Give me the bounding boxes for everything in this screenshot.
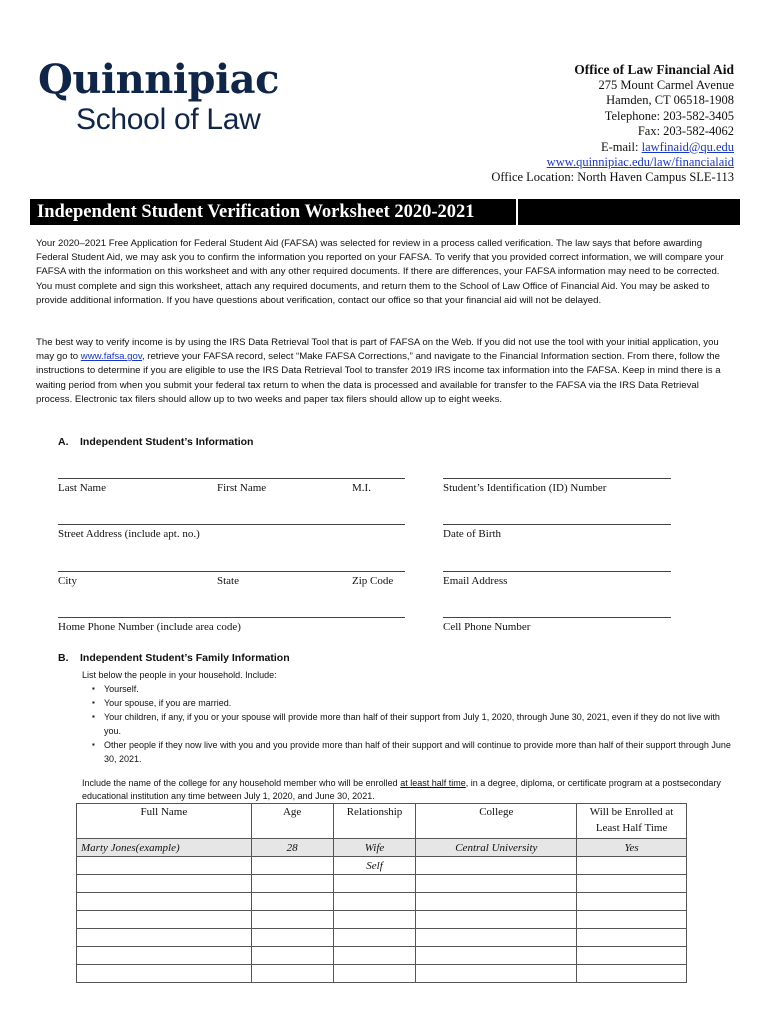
table-cell[interactable] xyxy=(333,929,416,947)
date-of-birth-line[interactable] xyxy=(443,524,671,525)
table-cell[interactable] xyxy=(251,875,333,893)
section-b-heading: B. Independent Student’s Family Information xyxy=(58,652,290,664)
table-cell[interactable] xyxy=(577,875,687,893)
cell-phone-line[interactable] xyxy=(443,617,671,618)
table-row xyxy=(77,947,687,965)
table-row xyxy=(77,893,687,911)
mi-label: M.I. xyxy=(352,482,371,494)
office-location: Office Location: North Haven Campus SLE-113 xyxy=(491,170,734,185)
table-cell[interactable] xyxy=(333,893,416,911)
table-cell[interactable] xyxy=(577,965,687,983)
table-cell[interactable] xyxy=(251,893,333,911)
example-name: Marty Jones(example) xyxy=(77,839,252,857)
table-cell[interactable] xyxy=(251,947,333,965)
section-a-heading: A. Independent Student’s Information xyxy=(58,436,254,448)
logo-name: Quinnipiac xyxy=(38,56,279,103)
table-row xyxy=(77,965,687,983)
table-cell[interactable] xyxy=(77,911,252,929)
table-cell[interactable] xyxy=(77,947,252,965)
col-college: College xyxy=(416,804,577,839)
col-relationship: Relationship xyxy=(333,804,416,839)
first-name-label: First Name xyxy=(217,482,267,494)
household-table-header xyxy=(77,804,687,839)
city-label: City xyxy=(58,575,77,587)
table-cell[interactable] xyxy=(577,929,687,947)
table-cell[interactable] xyxy=(577,947,687,965)
include-college-instructions: Include the name of the college for any household member who will be enrolled at least half time, in a degree, diploma, or certificate program at a postsecondary educational institution any time between July 1, 2020, and June 30, 2021. xyxy=(82,778,721,801)
city-state-zip-line[interactable] xyxy=(58,571,405,572)
table-cell[interactable] xyxy=(416,965,577,983)
table-cell[interactable] xyxy=(77,929,252,947)
office-city: Hamden, CT 06518-1908 xyxy=(606,93,734,108)
table-cell[interactable] xyxy=(577,857,687,875)
table-cell[interactable] xyxy=(333,875,416,893)
worksheet-title: Independent Student Verification Worksheet 2020-2021 xyxy=(37,202,475,222)
table-row xyxy=(77,875,687,893)
table-cell[interactable] xyxy=(577,911,687,929)
state-label: State xyxy=(217,575,239,587)
household-list xyxy=(82,668,732,766)
street-address-line[interactable] xyxy=(58,524,405,525)
list-item: ▪ Other people if they now live with you and you provide more than half of their support and will continue to provide more than half of their support through June 30, 2021. xyxy=(104,738,732,766)
table-cell[interactable] xyxy=(416,893,577,911)
school-logo xyxy=(38,58,288,138)
office-fax: Fax: 203-582-4062 xyxy=(637,124,734,139)
table-cell[interactable] xyxy=(77,875,252,893)
last-name-label: Last Name xyxy=(58,482,106,494)
example-age: 28 xyxy=(251,839,333,857)
table-cell[interactable] xyxy=(77,965,252,983)
home-phone-line[interactable] xyxy=(58,617,405,618)
list-item: ▪ Your spouse, if you are married. xyxy=(104,696,732,710)
email-address-label: Email Address xyxy=(443,575,508,587)
zip-code-label: Zip Code xyxy=(352,575,394,587)
office-website-line xyxy=(491,155,734,170)
table-cell[interactable] xyxy=(416,857,577,875)
household-table xyxy=(76,803,687,983)
table-cell[interactable]: Self xyxy=(333,857,416,875)
office-contact-block xyxy=(491,62,734,186)
office-name: Office of Law Financial Aid xyxy=(574,62,734,77)
street-address-label: Street Address (include apt. no.) xyxy=(58,528,200,540)
table-cell[interactable] xyxy=(577,893,687,911)
table-row xyxy=(77,929,687,947)
title-bar-block xyxy=(516,199,740,225)
list-item: ▪ Your children, if any, if you or your spouse will provide more than half of their support from July 1, 2020, through June 30, 2021, even if they do not live with you. xyxy=(104,710,732,738)
table-cell[interactable] xyxy=(251,929,333,947)
table-cell[interactable] xyxy=(416,911,577,929)
table-cell[interactable] xyxy=(333,911,416,929)
example-college: Central University xyxy=(416,839,577,857)
table-cell[interactable] xyxy=(77,893,252,911)
col-enrolled-half-time: Will be Enrolled at Least Half Time xyxy=(577,804,687,839)
intro-paragraph-1: Your 2020–2021 Free Application for Federal Student Aid (FAFSA) was selected for review in a process called verification. The law says that before awarding Federal Student Aid, we may ask you to confirm the information you reported on your FAFSA. To verify that you provided correct information, we will compare your FAFSA with the information on this worksheet and with any other required documents. If there are differences, your FAFSA information may need to be corrected. You must complete and sign this worksheet, attach any required documents, and return them to the School of Law Office of Financial Aid. You may be asked to provide additional information. If you have questions about verification, contact our office so that your financial aid will not be delayed. xyxy=(36,238,724,306)
office-website-link[interactable]: www.quinnipiac.edu/law/financialaid xyxy=(546,155,734,170)
col-age: Age xyxy=(251,804,333,839)
student-id-label: Student’s Identification (ID) Number xyxy=(443,482,607,494)
table-cell[interactable] xyxy=(416,947,577,965)
table-cell[interactable] xyxy=(251,911,333,929)
table-row xyxy=(77,857,687,875)
example-relationship: Wife xyxy=(333,839,416,857)
home-phone-label: Home Phone Number (include area code) xyxy=(58,621,241,633)
email-address-line[interactable] xyxy=(443,571,671,572)
office-email-line: E-mail: lawfinaid@qu.edu xyxy=(600,139,734,154)
office-address: 275 Mount Carmel Avenue xyxy=(598,78,734,92)
fafsa-link[interactable]: www.fafsa.gov xyxy=(80,351,142,363)
table-cell[interactable] xyxy=(333,947,416,965)
table-cell[interactable] xyxy=(251,857,333,875)
student-id-line[interactable] xyxy=(443,478,671,479)
office-telephone: Telephone: 203-582-3405 xyxy=(604,108,734,123)
list-item: ▪ Yourself. xyxy=(104,682,732,696)
household-list-intro: List below the people in your household. Include: xyxy=(82,670,277,680)
table-row xyxy=(77,911,687,929)
col-full-name: Full Name xyxy=(77,804,252,839)
office-email-link[interactable]: lawfinaid@qu.edu xyxy=(641,139,734,154)
table-cell[interactable] xyxy=(416,875,577,893)
intro-paragraph-2: The best way to verify income is by using the IRS Data Retrieval Tool that is part of FAFSA on the Web. If you did not use the tool with your initial application, you may go to www.fafsa.gov, retrieve your FAFSA record, select “Make FAFSA Corrections,” and navigate to the Financial Information section. From there, follow the instructions to determine if you are eligible to use the IRS Data Retrieval Tool to transfer 2019 IRS income tax information into the FAFSA. Keep in mind there is a waiting period from when you submit your federal tax return to when the data is processed and available for transfer to the FAFSA via the IRS Data Retrieval process. Electronic tax filers should allow up to two weeks and paper tax filers should allow up to eight weeks. xyxy=(36,337,721,405)
worksheet-title-bar xyxy=(30,199,740,225)
example-enrolled: Yes xyxy=(577,839,687,857)
logo-school: School of Law xyxy=(76,103,261,136)
table-cell[interactable] xyxy=(77,857,252,875)
cell-phone-label: Cell Phone Number xyxy=(443,621,531,633)
table-cell[interactable] xyxy=(251,965,333,983)
table-cell[interactable] xyxy=(333,965,416,983)
last-first-mi-line[interactable] xyxy=(58,478,405,479)
date-of-birth-label: Date of Birth xyxy=(443,528,502,540)
example-row xyxy=(77,839,687,857)
table-cell[interactable] xyxy=(416,929,577,947)
